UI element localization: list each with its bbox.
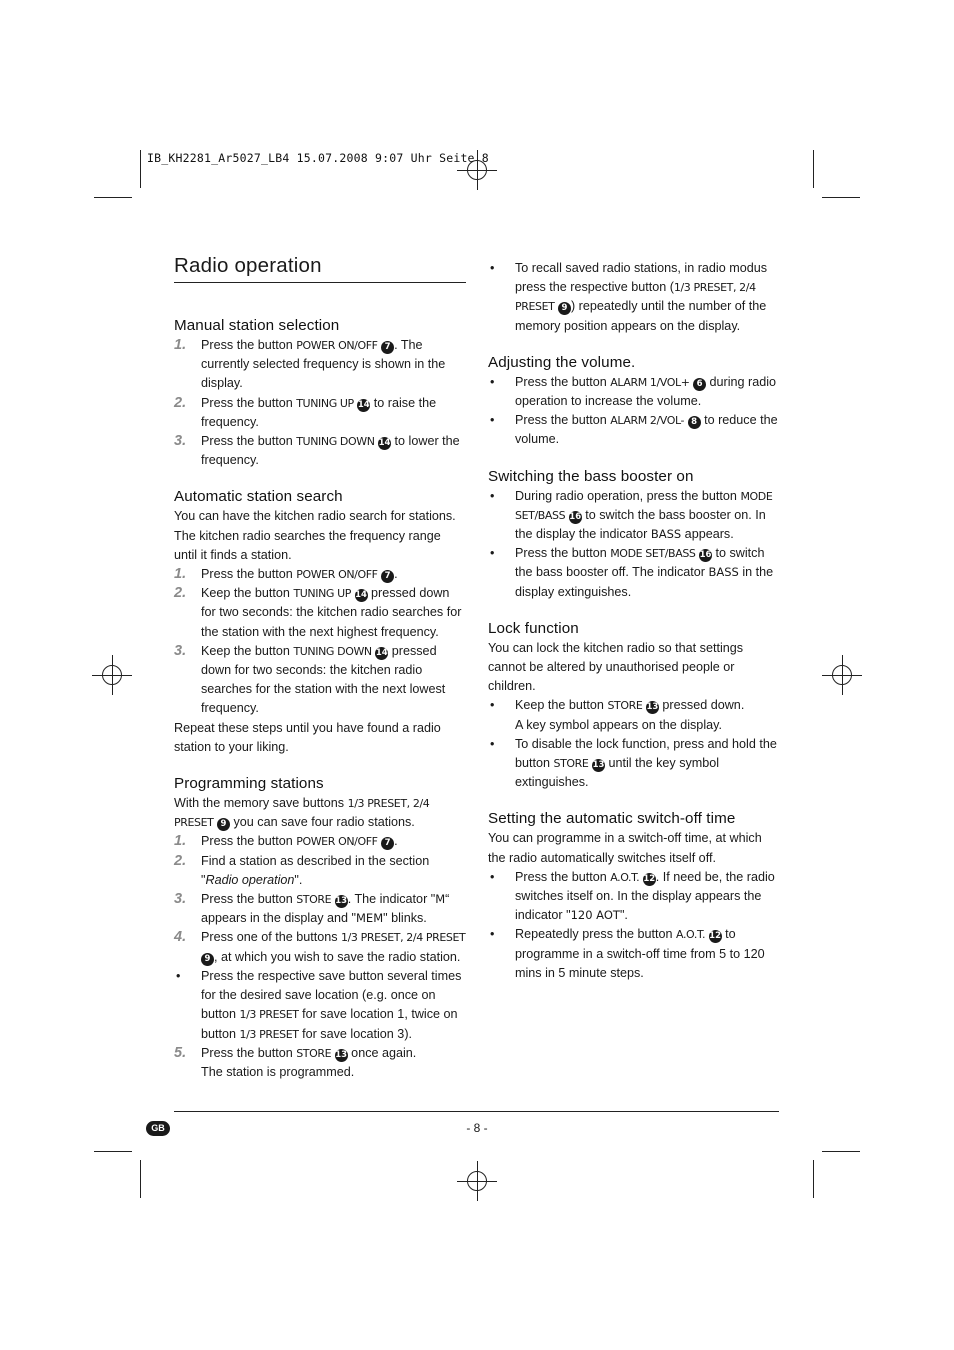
section-reference: Radio operation xyxy=(205,872,295,887)
list-item: • Repeatedly press the button A.O.T. 12 to programme in a switch-off time from 5 to 120 mins in 5 minute steps. xyxy=(490,927,765,980)
list-item: 3. Press the button TUNING DOWN 14 to lower the frequency. xyxy=(174,433,460,468)
bullet-icon: • xyxy=(490,546,495,561)
button-name: TUNING DOWN xyxy=(293,644,372,658)
callout-number-icon: 9 xyxy=(558,302,571,315)
list-item: 1. Press the button POWER ON/OFF 7 . xyxy=(174,832,466,851)
button-name: STORE xyxy=(296,1046,332,1060)
bullet-icon: • xyxy=(490,413,495,428)
callout-number-icon: 9 xyxy=(217,818,230,831)
step-number: 3. xyxy=(174,891,187,908)
callout-number-icon: 12 xyxy=(643,873,656,884)
button-name: ALARM 1/VOL+ xyxy=(610,375,690,389)
section-heading-lock: Lock function xyxy=(488,619,579,637)
list-item: • To disable the lock function, press and hold the button STORE 13 until the key symbol extinguishes. xyxy=(490,736,777,790)
callout-number-icon: 12 xyxy=(709,931,722,942)
callout-number-icon: 7 xyxy=(381,837,394,850)
section-intro: You can programme in a switch-off time, at which the radio automatically switches itself off. xyxy=(488,831,762,865)
bullet-icon: • xyxy=(490,374,495,389)
button-name: POWER ON/OFF xyxy=(296,835,378,849)
section-heading-auto: Automatic station search xyxy=(174,488,343,506)
callout-number-icon: 13 xyxy=(335,1049,348,1060)
list-item: • To recall saved radio stations, in radio modus press the respective button (1/3 PRESET, 2/4 PRESET 9 ) repeatedly until the number of the memory position appears on the display. xyxy=(490,261,768,333)
step-number: 2. xyxy=(174,852,187,869)
bullet-icon: • xyxy=(176,968,181,983)
callout-number-icon: 13 xyxy=(646,702,659,713)
list-item: 5. Press the button STORE 13 once again. The station is programmed. xyxy=(174,1044,417,1079)
display-indicator: M xyxy=(435,892,446,907)
crop-mark xyxy=(140,1160,141,1198)
list-item: 3. Keep the button TUNING DOWN 14 pressed down for two seconds: the kitchen radio searches for the station with the next lowest frequency. xyxy=(174,642,446,716)
button-name: STORE xyxy=(296,893,332,907)
bullet-icon: • xyxy=(490,698,495,713)
crop-mark xyxy=(813,150,814,188)
button-name: 1/3 PRESET xyxy=(239,1008,299,1022)
crop-mark xyxy=(822,1151,860,1152)
bullet-icon: • xyxy=(490,927,495,942)
section-heading-volume: Adjusting the volume. xyxy=(488,353,636,371)
print-slug: IB_KH2281_Ar5027_LB4 15.07.2008 9:07 Uhr Seite 8 xyxy=(147,151,489,165)
step-number: 5. xyxy=(174,1044,187,1061)
callout-number-icon: 14 xyxy=(355,590,367,601)
step-number: 2. xyxy=(174,585,187,602)
list-item: 2. Press the button TUNING UP 14 to raise the frequency. xyxy=(174,394,437,429)
step-number: 1. xyxy=(174,337,187,353)
section-outro: Repeat these steps until you have found a radio station to your liking. xyxy=(174,720,441,754)
button-name: MODE SET/BASS xyxy=(610,547,696,561)
language-badge: GB xyxy=(146,1121,170,1136)
page-number: - 8 - xyxy=(466,1121,488,1135)
list-item: • Press the button ALARM 2/VOL- 8 to reduce the volume. xyxy=(490,413,778,447)
crop-mark xyxy=(94,1151,132,1152)
crop-mark xyxy=(822,197,860,198)
bullet-icon: • xyxy=(490,488,495,503)
footer-divider xyxy=(174,1111,779,1112)
button-name: TUNING DOWN xyxy=(296,435,375,449)
section-heading-aot: Setting the automatic switch-off time xyxy=(488,810,736,828)
section-heading-bass: Switching the bass booster on xyxy=(488,467,694,485)
callout-number-icon: 9 xyxy=(201,953,214,966)
registration-mark-icon xyxy=(822,655,862,695)
button-name: TUNING UP xyxy=(293,587,352,601)
callout-number-icon: 14 xyxy=(378,438,391,449)
button-name: TUNING UP xyxy=(296,396,354,410)
callout-number-icon: 7 xyxy=(381,341,394,354)
section-intro: You can lock the kitchen radio so that settings cannot be altered by unauthorised people or children. xyxy=(488,640,744,694)
left-column xyxy=(174,254,466,1082)
callout-number-icon: 8 xyxy=(688,416,701,429)
button-name: STORE xyxy=(553,757,589,771)
display-indicator: MEM xyxy=(356,911,384,926)
registration-mark-icon xyxy=(92,655,132,695)
crop-mark xyxy=(140,150,141,188)
button-name: 1/3 PRESET, 2/4 PRESET xyxy=(515,281,756,314)
step-number: 3. xyxy=(174,433,187,450)
bullet-icon: • xyxy=(490,261,495,275)
button-name: A.O.T. xyxy=(610,870,640,884)
list-item: 4. Press one of the buttons 1/3 PRESET, 2/4 PRESET 9 , at which you wish to save the radio station. xyxy=(174,929,466,964)
step-number: 1. xyxy=(174,833,187,850)
step-number: 2. xyxy=(174,394,187,411)
section-heading-programming: Programming stations xyxy=(174,775,324,793)
button-name: STORE xyxy=(607,699,643,713)
display-indicator: 120 AOT xyxy=(570,908,620,923)
button-name: ALARM 2/VOL- xyxy=(610,414,685,428)
list-item: • Keep the button STORE 13 pressed down. A key symbol appears on the display. xyxy=(490,698,745,732)
registration-mark-icon xyxy=(457,1161,497,1201)
callout-number-icon: 16 xyxy=(569,511,582,522)
list-item: • Press the button A.O.T. 12. If need be, the radio switches itself on. In the display appears the indicator "120 AOT". xyxy=(490,869,775,923)
list-item: 1. Press the button POWER ON/OFF 7 . The currently selected frequency is shown in the display. xyxy=(174,337,446,391)
list-item: • Press the button ALARM 1/VOL+ 6 during radio operation to increase the volume. xyxy=(490,374,777,409)
list-item: 2. Keep the button TUNING UP 14 pressed down for two seconds: the kitchen radio searches for the station with the next highest frequency. xyxy=(174,585,462,639)
button-name: MODE SET/BASS xyxy=(515,489,773,522)
step-number: 3. xyxy=(174,642,187,659)
bullet-icon: • xyxy=(490,736,495,751)
section-heading-manual: Manual station selection xyxy=(174,317,340,334)
crop-mark xyxy=(813,1160,814,1198)
callout-number-icon: 14 xyxy=(357,399,370,410)
page-title: Radio operation xyxy=(174,254,466,283)
list-item: 1. Press the button POWER ON/OFF 7 . xyxy=(174,565,466,584)
button-name: 1/3 PRESET, 2/4 PRESET xyxy=(174,797,430,830)
display-indicator: BASS xyxy=(650,527,682,542)
list-item: 3. Press the button STORE 13. The indicator "M“ appears in the display and "MEM" blinks. xyxy=(174,891,450,926)
step-number: 4. xyxy=(174,929,187,946)
list-item: • Press the respective save button several times for the desired save location (e.g. once on button 1/3 PRESET for save location 1, twice on button 1/3 PRESET for save location 3). xyxy=(176,968,462,1041)
callout-number-icon: 7 xyxy=(381,570,394,583)
step-number: 1. xyxy=(174,566,187,583)
callout-number-icon: 14 xyxy=(375,647,388,658)
button-name: 1/3 PRESET, 2/4 PRESET xyxy=(341,931,466,945)
section-intro: You can have the kitchen radio search for stations. The kitchen radio searches the frequency range until it finds a station. xyxy=(174,509,456,562)
list-item: • During radio operation, press the button MODE SET/BASS 16 to switch the bass booster on. In the display the indicator BASS appears. xyxy=(490,488,773,542)
display-indicator: BASS xyxy=(708,565,739,580)
right-column xyxy=(488,259,780,983)
section-intro: With the memory save buttons 1/3 PRESET, 2/4 PRESET 9 you can save four radio stations. xyxy=(174,796,430,830)
button-name: POWER ON/OFF xyxy=(296,568,378,582)
list-item: • Press the button MODE SET/BASS 16 to switch the bass booster off. The indicator BASS in the display extinguishes. xyxy=(490,546,774,599)
callout-number-icon: 16 xyxy=(699,550,712,561)
crop-mark xyxy=(94,197,132,198)
bullet-icon: • xyxy=(490,869,495,884)
button-name: A.O.T. xyxy=(676,928,706,942)
callout-number-icon: 13 xyxy=(335,896,348,907)
button-name: 1/3 PRESET xyxy=(239,1027,299,1041)
button-name: POWER ON/OFF xyxy=(296,339,378,352)
callout-number-icon: 6 xyxy=(693,378,706,391)
callout-number-icon: 13 xyxy=(592,760,605,771)
list-item: 2. Find a station as described in the section "Radio operation". xyxy=(174,852,430,887)
